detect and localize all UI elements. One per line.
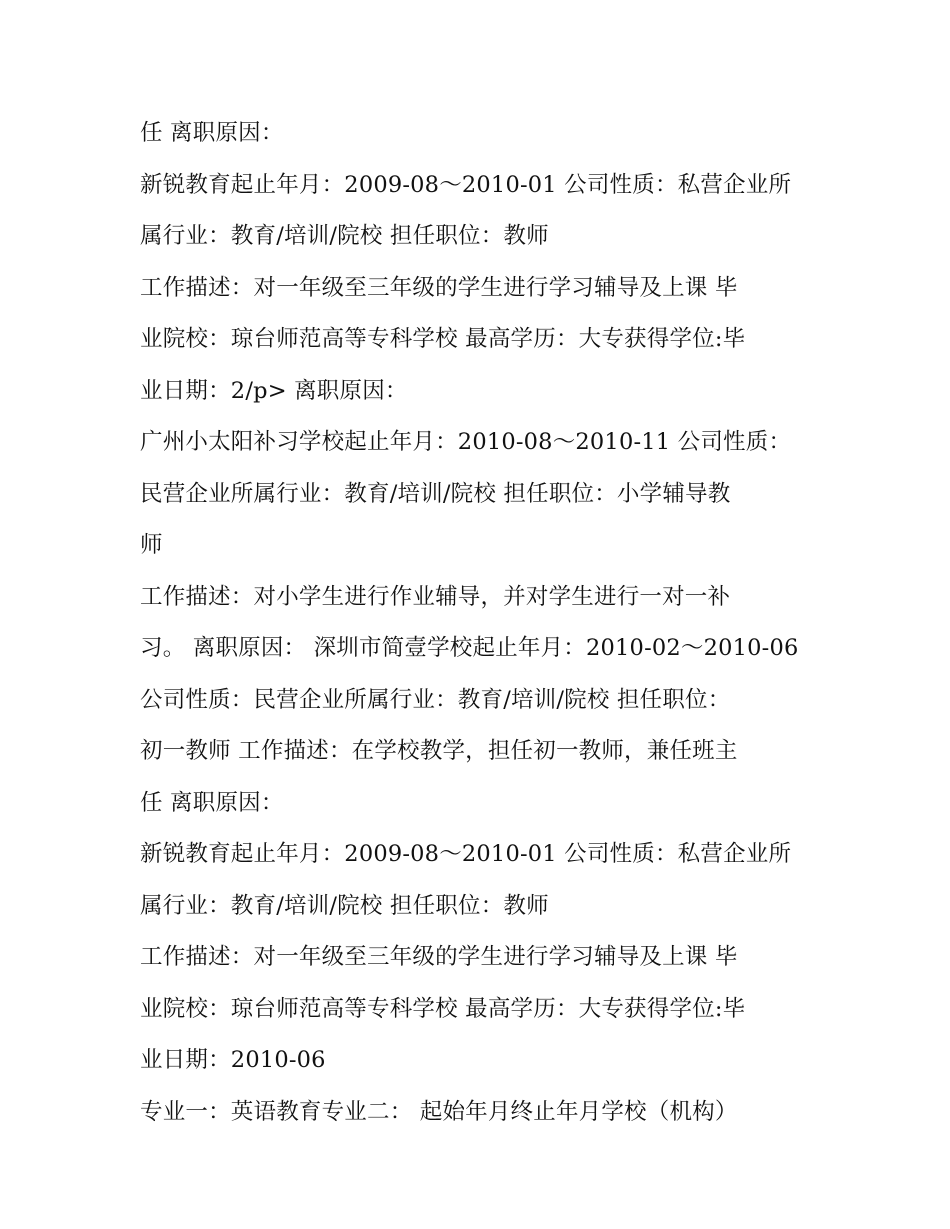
text-line: 业院校：琼台师范高等专科学校 最高学历：大专获得学位:毕 (140, 995, 746, 1022)
text-line: 属行业：教育/培训/院校 担任职位：教师 (140, 223, 549, 249)
text-line: 任 离职原因： (140, 789, 284, 816)
text-line: 习。 离职原因： 深圳市简壹学校起止年月：2010-02～2010-06 (140, 635, 799, 661)
text-line: 民营企业所属行业：教育/培训/院校 担任职位：小学辅导教 (140, 480, 731, 507)
text-line: 新锐教育起止年月：2009-08～2010-01 公司性质：私营企业所 (140, 171, 792, 198)
text-line: 专业一：英语教育专业二： 起始年月终止年月学校（机构） (140, 1098, 738, 1125)
text-line: 新锐教育起止年月：2009-08～2010-01 公司性质：私营企业所 (140, 841, 792, 867)
text-line: 业日期：2010-06 (140, 1047, 326, 1073)
text-line: 属行业：教育/培训/院校 担任职位：教师 (140, 892, 549, 919)
text-line: 工作描述：对小学生进行作业辅导，并对学生进行一对一补 (140, 583, 731, 610)
text-line: 业院校：琼台师范高等专科学校 最高学历：大专获得学位:毕 (140, 326, 746, 352)
text-line: 工作描述：对一年级至三年级的学生进行学习辅导及上课 毕 (140, 944, 738, 970)
text-line: 任 离职原因： (140, 120, 284, 146)
document-body (140, 108, 820, 1138)
text-line: 师 (140, 532, 163, 558)
text-line: 广州小太阳补习学校起止年月：2010-08～2010-11 公司性质： (140, 429, 792, 455)
text-line: 工作描述：对一年级至三年级的学生进行学习辅导及上课 毕 (140, 274, 738, 301)
text-line: 初一教师 工作描述：在学校教学，担任初一教师，兼任班主 (140, 738, 738, 764)
text-line: 公司性质：民营企业所属行业：教育/培训/院校 担任职位： (140, 686, 731, 713)
text-line: 业日期：2/p> 离职原因： (140, 377, 408, 404)
